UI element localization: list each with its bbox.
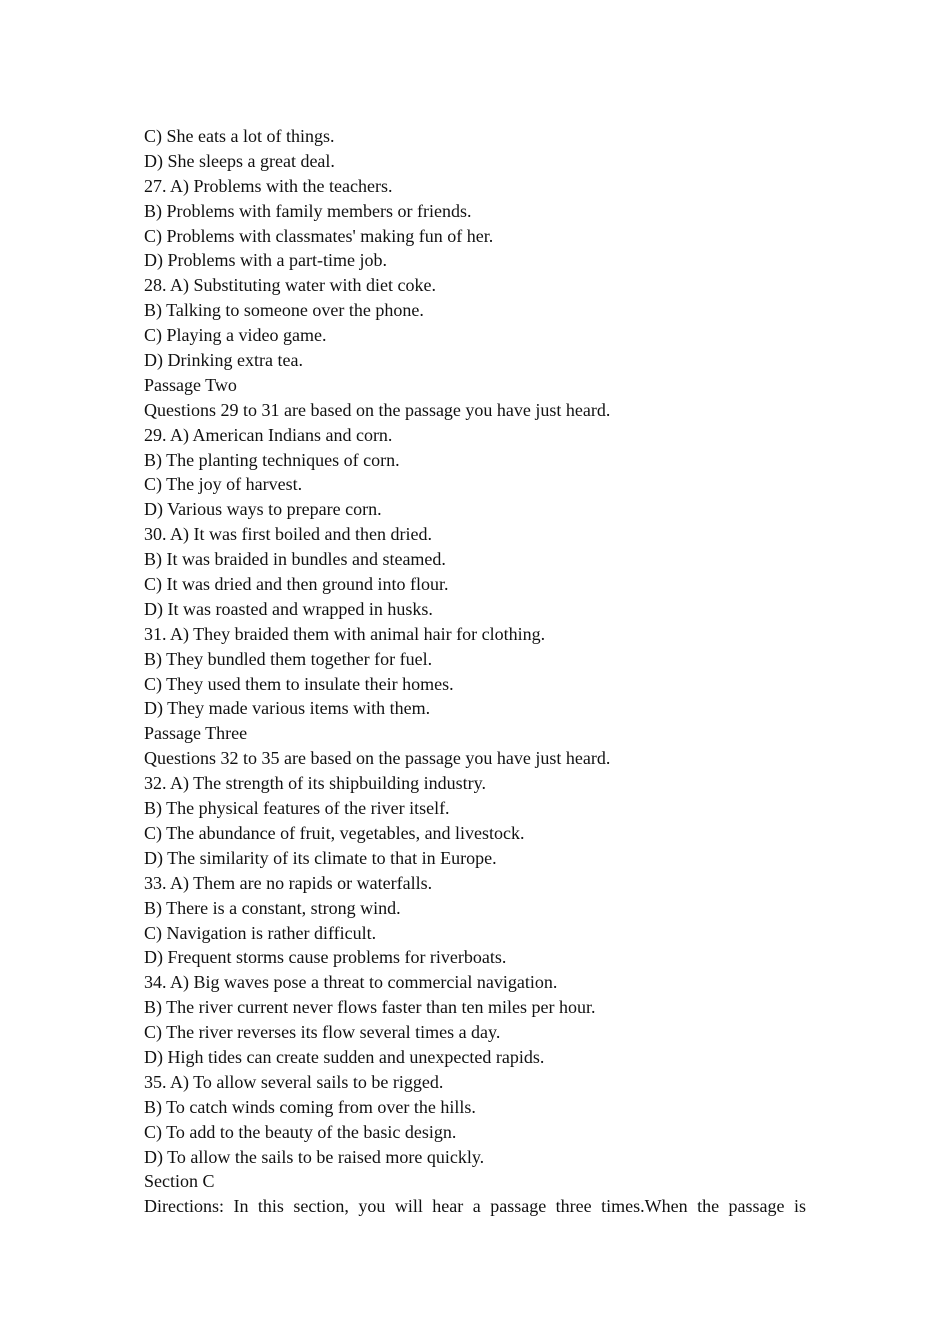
option-line: C) Problems with classmates' making fun of her. [144, 225, 494, 246]
option-line: D) Frequent storms cause problems for riverboats. [144, 947, 507, 968]
option-line: C) The abundance of fruit, vegetables, and livestock. [144, 822, 525, 843]
option-line: D) It was roasted and wrapped in husks. [144, 598, 433, 619]
option-line: C) The river reverses its flow several times a day. [144, 1022, 501, 1043]
question-line: 35. A) To allow several sails to be rigged. [144, 1071, 444, 1092]
option-line: D) She sleeps a great deal. [144, 150, 335, 171]
option-line: D) The similarity of its climate to that in Europe. [144, 847, 497, 868]
option-line: B) Talking to someone over the phone. [144, 300, 424, 321]
question-line: 33. A) Them are no rapids or waterfalls. [144, 872, 433, 893]
passage-instruction: Questions 29 to 31 are based on the passage you have just heard. [144, 399, 611, 420]
option-line: C) She eats a lot of things. [144, 126, 335, 146]
question-line: 32. A) The strength of its shipbuilding industry. [144, 773, 486, 794]
option-line: C) It was dried and then ground into flour. [144, 574, 449, 595]
option-line: C) The joy of harvest. [144, 474, 303, 495]
passage-heading: Passage Three [144, 723, 248, 744]
option-line: D) To allow the sails to be raised more quickly. [144, 1146, 485, 1167]
document-body [144, 124, 806, 1219]
question-line: 28. A) Substituting water with diet coke. [144, 275, 436, 296]
option-line: B) Problems with family members or friends. [144, 200, 472, 221]
question-line: 30. A) It was first boiled and then dried. [144, 524, 432, 545]
option-line: B) It was braided in bundles and steamed. [144, 549, 446, 570]
option-line: C) To add to the beauty of the basic design. [144, 1121, 457, 1142]
option-line: D) Problems with a part-time job. [144, 250, 387, 271]
option-line: C) Navigation is rather difficult. [144, 922, 377, 943]
option-line: B) The physical features of the river itself. [144, 798, 450, 819]
option-line: D) They made various items with them. [144, 698, 431, 719]
question-line: 34. A) Big waves pose a threat to commercial navigation. [144, 972, 558, 993]
question-line: 31. A) They braided them with animal hair for clothing. [144, 623, 546, 644]
option-line: B) They bundled them together for fuel. [144, 648, 433, 669]
directions-text: Directions: In this section, you will hear a passage three times.When the passage is [144, 1196, 806, 1217]
passage-heading: Passage Two [144, 374, 237, 395]
option-line: C) They used them to insulate their homes. [144, 673, 454, 694]
option-line: B) To catch winds coming from over the hills. [144, 1096, 476, 1117]
question-line: 27. A) Problems with the teachers. [144, 175, 393, 196]
option-line: C) Playing a video game. [144, 325, 327, 346]
section-heading: Section C [144, 1171, 215, 1192]
option-line: B) The planting techniques of corn. [144, 449, 400, 470]
passage-instruction: Questions 32 to 35 are based on the passage you have just heard. [144, 748, 611, 769]
option-line: D) High tides can create sudden and unexpected rapids. [144, 1046, 545, 1067]
option-line: B) There is a constant, strong wind. [144, 897, 401, 918]
question-line: 29. A) American Indians and corn. [144, 424, 393, 445]
option-line: D) Drinking extra tea. [144, 350, 303, 371]
option-line: B) The river current never flows faster than ten miles per hour. [144, 997, 596, 1018]
option-line: D) Various ways to prepare corn. [144, 499, 382, 520]
